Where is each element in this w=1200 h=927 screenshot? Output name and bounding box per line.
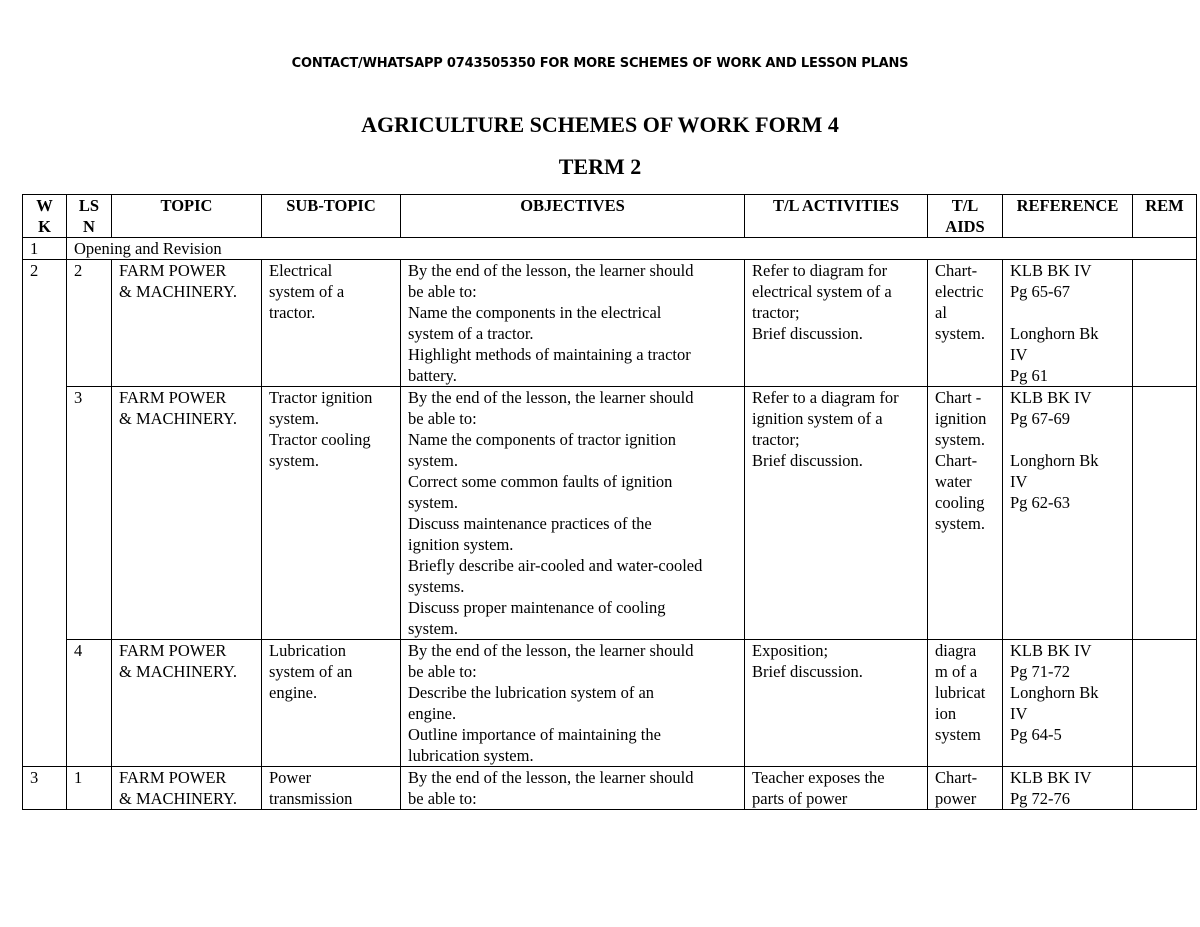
cell-line: Pg 72-76 bbox=[1010, 789, 1071, 808]
cell-line: FARM POWER bbox=[119, 261, 227, 280]
activities-cell bbox=[745, 640, 928, 767]
cell-line: Pg 67-69 bbox=[1010, 409, 1071, 428]
aids-cell bbox=[928, 640, 1003, 767]
cell-line: ignition system. bbox=[408, 535, 514, 554]
cell-line: By the end of the lesson, the learner should bbox=[408, 641, 694, 660]
cell-line: Teacher exposes the bbox=[752, 768, 885, 787]
cell-line: tractor; bbox=[752, 303, 800, 322]
cell-line: tractor. bbox=[269, 303, 316, 322]
activities-cell bbox=[745, 260, 928, 387]
subtopic-cell bbox=[262, 640, 401, 767]
cell-line: tractor; bbox=[752, 430, 800, 449]
remarks-cell bbox=[1133, 767, 1197, 810]
cell-line: FARM POWER bbox=[119, 641, 227, 660]
subtopic-cell bbox=[262, 260, 401, 387]
topic-cell bbox=[112, 260, 262, 387]
cell-line: system. bbox=[408, 451, 458, 470]
objectives-cell bbox=[401, 387, 745, 640]
activities-cell bbox=[745, 767, 928, 810]
lesson-cell: 3 bbox=[67, 387, 112, 640]
cell-line: By the end of the lesson, the learner should bbox=[408, 261, 694, 280]
cell-line: system. bbox=[935, 324, 985, 343]
cell-line: al bbox=[935, 303, 947, 322]
table-row bbox=[23, 767, 1197, 810]
cell-line: & MACHINERY. bbox=[119, 282, 237, 301]
cell-line: system. bbox=[935, 430, 985, 449]
cell-line: Discuss proper maintenance of cooling bbox=[408, 598, 666, 617]
header-row bbox=[23, 195, 1197, 238]
cell-line: system of an bbox=[269, 662, 353, 681]
reference-cell bbox=[1003, 260, 1133, 387]
document-title: AGRICULTURE SCHEMES OF WORK FORM 4 bbox=[361, 112, 839, 137]
opening-text: Opening and Revision bbox=[67, 238, 1197, 260]
cell-line: KLB BK IV bbox=[1010, 261, 1092, 280]
reference-cell bbox=[1003, 387, 1133, 640]
cell-line: Brief discussion. bbox=[752, 324, 863, 343]
cell-line: Longhorn Bk bbox=[1010, 324, 1099, 343]
objectives-cell bbox=[401, 640, 745, 767]
cell-line: parts of power bbox=[752, 789, 848, 808]
cell-line: Pg 71-72 bbox=[1010, 662, 1071, 681]
cell-line: power bbox=[935, 789, 977, 808]
subtopic-cell bbox=[262, 767, 401, 810]
lesson-cell: 1 bbox=[67, 767, 112, 810]
week-cell: 2 bbox=[23, 260, 67, 767]
cell-line: Longhorn Bk bbox=[1010, 683, 1099, 702]
cell-line: Pg 65-67 bbox=[1010, 282, 1071, 301]
cell-line: Chart- bbox=[935, 451, 978, 470]
contact-banner: CONTACT/WHATSAPP 0743505350 FOR MORE SCHEMES OF WORK AND LESSON PLANS bbox=[291, 56, 909, 71]
cell-line: systems. bbox=[408, 577, 465, 596]
header-lsn: LS N bbox=[67, 195, 112, 238]
header-reference: REFERENCE bbox=[1003, 195, 1133, 238]
cell-line: KLB BK IV bbox=[1010, 768, 1092, 787]
header-topic: TOPIC bbox=[112, 195, 262, 238]
cell-line: system. bbox=[269, 409, 319, 428]
cell-line: be able to: bbox=[408, 662, 477, 681]
cell-line: Briefly describe air-cooled and water-cooled bbox=[408, 556, 703, 575]
cell-line: system. bbox=[408, 493, 458, 512]
header-aids: T/L AIDS bbox=[928, 195, 1003, 238]
cell-line: Pg 61 bbox=[1010, 366, 1049, 385]
cell-line: Longhorn Bk bbox=[1010, 451, 1099, 470]
header-activities: T/L ACTIVITIES bbox=[745, 195, 928, 238]
cell-line: Tractor cooling bbox=[269, 430, 371, 449]
cell-line: be able to: bbox=[408, 789, 477, 808]
cell-line: FARM POWER bbox=[119, 768, 227, 787]
cell-line: Chart- bbox=[935, 261, 978, 280]
cell-line: Electrical bbox=[269, 261, 333, 280]
week-cell: 1 bbox=[23, 238, 67, 260]
cell-line: Name the components of tractor ignition bbox=[408, 430, 677, 449]
cell-line: KLB BK IV bbox=[1010, 388, 1092, 407]
cell-line: Refer to a diagram for bbox=[752, 388, 899, 407]
cell-line: By the end of the lesson, the learner should bbox=[408, 388, 694, 407]
cell-line: Pg 62-63 bbox=[1010, 493, 1071, 512]
lesson-cell: 2 bbox=[67, 260, 112, 387]
remarks-cell bbox=[1133, 640, 1197, 767]
topic-cell bbox=[112, 387, 262, 640]
cell-line: Chart- bbox=[935, 768, 978, 787]
cell-line: Tractor ignition bbox=[269, 388, 373, 407]
cell-line: Power bbox=[269, 768, 312, 787]
cell-line: system. bbox=[935, 514, 985, 533]
cell-line: & MACHINERY. bbox=[119, 789, 237, 808]
cell-line: ignition bbox=[935, 409, 987, 428]
cell-line: Name the components in the electrical bbox=[408, 303, 662, 322]
cell-line bbox=[1010, 429, 1125, 450]
cell-line: Exposition; bbox=[752, 641, 829, 660]
cell-line: transmission bbox=[269, 789, 353, 808]
aids-cell bbox=[928, 260, 1003, 387]
cell-line: ignition system of a bbox=[752, 409, 883, 428]
cell-line: Lubrication bbox=[269, 641, 346, 660]
cell-line: electrical system of a bbox=[752, 282, 892, 301]
cell-line: Highlight methods of maintaining a tractor bbox=[408, 345, 691, 364]
cell-line: battery. bbox=[408, 366, 457, 385]
cell-line: system bbox=[935, 725, 981, 744]
reference-cell bbox=[1003, 767, 1133, 810]
lesson-cell: 4 bbox=[67, 640, 112, 767]
aids-cell bbox=[928, 387, 1003, 640]
cell-line: m of a bbox=[935, 662, 978, 681]
topic-cell bbox=[112, 640, 262, 767]
cell-line: cooling bbox=[935, 493, 985, 512]
cell-line: Correct some common faults of ignition bbox=[408, 472, 673, 491]
table-row bbox=[23, 260, 1197, 387]
cell-line: ion bbox=[935, 704, 957, 723]
cell-line: IV bbox=[1010, 472, 1028, 491]
aids-cell bbox=[928, 767, 1003, 810]
remarks-cell bbox=[1133, 387, 1197, 640]
cell-line: Outline importance of maintaining the bbox=[408, 725, 661, 744]
cell-line: engine. bbox=[408, 704, 457, 723]
reference-cell bbox=[1003, 640, 1133, 767]
term-heading: TERM 2 bbox=[558, 154, 642, 179]
cell-line: IV bbox=[1010, 704, 1028, 723]
cell-line: Chart - bbox=[935, 388, 982, 407]
cell-line: lubrication system. bbox=[408, 746, 534, 765]
cell-line: diagra bbox=[935, 641, 977, 660]
cell-line: system of a tractor. bbox=[408, 324, 534, 343]
table-row bbox=[23, 640, 1197, 767]
topic-cell bbox=[112, 767, 262, 810]
cell-line: KLB BK IV bbox=[1010, 641, 1092, 660]
cell-line: Pg 64-5 bbox=[1010, 725, 1062, 744]
remarks-cell bbox=[1133, 260, 1197, 387]
opening-row bbox=[23, 238, 1197, 260]
cell-line: By the end of the lesson, the learner should bbox=[408, 768, 694, 787]
cell-line: be able to: bbox=[408, 409, 477, 428]
cell-line: electric bbox=[935, 282, 984, 301]
cell-line: Brief discussion. bbox=[752, 662, 863, 681]
cell-line bbox=[1010, 302, 1125, 323]
header-subtopic: SUB-TOPIC bbox=[262, 195, 401, 238]
cell-line: engine. bbox=[269, 683, 318, 702]
header-wk: W K bbox=[23, 195, 67, 238]
cell-line: Discuss maintenance practices of the bbox=[408, 514, 652, 533]
cell-line: & MACHINERY. bbox=[119, 662, 237, 681]
cell-line: lubricat bbox=[935, 683, 986, 702]
cell-line: system. bbox=[269, 451, 319, 470]
cell-line: system of a bbox=[269, 282, 345, 301]
week-cell: 3 bbox=[23, 767, 67, 810]
cell-line: be able to: bbox=[408, 282, 477, 301]
objectives-cell bbox=[401, 260, 745, 387]
table-row bbox=[23, 387, 1197, 640]
cell-line: system. bbox=[408, 619, 458, 638]
objectives-cell bbox=[401, 767, 745, 810]
cell-line: Refer to diagram for bbox=[752, 261, 888, 280]
cell-line: IV bbox=[1010, 345, 1028, 364]
header-objectives: OBJECTIVES bbox=[401, 195, 745, 238]
cell-line: Describe the lubrication system of an bbox=[408, 683, 655, 702]
header-rem: REM bbox=[1133, 195, 1197, 238]
cell-line: FARM POWER bbox=[119, 388, 227, 407]
cell-line: Brief discussion. bbox=[752, 451, 863, 470]
schemes-of-work-table bbox=[22, 194, 1197, 810]
cell-line: water bbox=[935, 472, 972, 491]
subtopic-cell bbox=[262, 387, 401, 640]
activities-cell bbox=[745, 387, 928, 640]
cell-line: & MACHINERY. bbox=[119, 409, 237, 428]
